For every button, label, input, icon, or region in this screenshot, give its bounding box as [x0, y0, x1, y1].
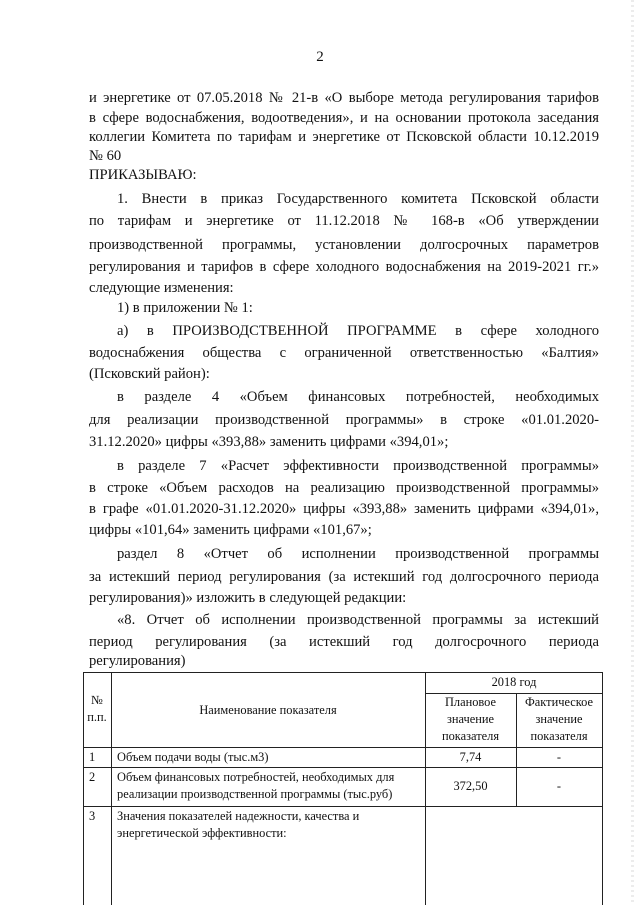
body-line-21: цифры «101,64» заменить цифрами «101,67»; [89, 522, 372, 538]
body-line-4: № 60 [89, 148, 122, 164]
row1-name: Объем подачи воды (тыс.м3) [117, 750, 269, 764]
body-line-22: раздел 8 «Отчет об исполнении производственной программы [117, 546, 599, 562]
row1-num: 1 [89, 750, 96, 764]
body-line-25: «8. Отчет об исполнении производственной программы за истекший [117, 612, 599, 628]
body-line-20: в графе «01.01.2020-31.12.2020» цифры «393,88» заменить цифрами «394,01», [89, 501, 599, 517]
row3-num: 3 [89, 809, 96, 823]
row2-name: Объем финансовых потребностей, необходимых для реализации производственной программы (тыс.руб) [117, 770, 395, 801]
header-fact: Фактическое значение показателя [525, 695, 593, 743]
row2-fact: - [556, 779, 562, 793]
body-line-13: водоснабжения общества с ограниченной ответственностью «Балтия» [89, 345, 599, 361]
header-name: Наименование показателя [199, 703, 337, 717]
body-line-5: ПРИКАЗЫВАЮ: [89, 167, 197, 183]
row2-plan: 372,50 [453, 779, 488, 793]
body-line-16: для реализации производственной программы» в строке «01.01.2020- [89, 412, 599, 428]
body-line-7: по тарифам и энергетике от 11.12.2018 № 168-в «Об утверждении [89, 213, 599, 229]
body-line-23: за истекший период регулирования (за истекший год долгосрочного периода [89, 569, 599, 585]
body-line-17: 31.12.2020» цифры «393,88» заменить цифрами «394,01»; [89, 434, 449, 450]
body-line-24: регулирования)» изложить в следующей редакции: [89, 590, 407, 606]
row3-name: Значения показателей надежности, качества и энергетической эффективности: [117, 809, 360, 840]
body-line-9: регулирования и тарифов в сфере холодного водоснабжения на 2019-2021 гг.» [89, 259, 599, 275]
body-line-6: 1. Внести в приказ Государственного комитета Псковской области [117, 191, 599, 207]
report-table [83, 672, 603, 905]
header-num: № п.п. [87, 693, 107, 724]
body-line-11: 1) в приложении № 1: [117, 300, 253, 316]
body-line-14: (Псковский район): [89, 366, 210, 382]
page-number: 2 [316, 49, 324, 65]
body-line-27: регулирования) [89, 653, 186, 669]
row2-num: 2 [89, 770, 96, 784]
body-line-2: в сфере водоснабжения, водоотведения», и на основании протокола заседания [89, 110, 599, 126]
header-year: 2018 год [491, 675, 537, 689]
header-plan: Плановое значение показателя [441, 695, 500, 743]
body-line-8: производственной программы, установлении долгосрочных параметров [89, 237, 599, 253]
body-line-12: а) в ПРОИЗВОДСТВЕННОЙ ПРОГРАММЕ в сфере холодного [117, 323, 599, 339]
scan-edge [631, 0, 634, 905]
body-line-3: коллегии Комитета по тарифам и энергетике от Псковской области 10.12.2019 [89, 129, 599, 145]
body-line-26: период регулирования (за истекший год долгосрочного периода [89, 634, 599, 650]
body-line-19: в строке «Объем расходов на реализацию производственной программы» [89, 480, 599, 496]
body-line-18: в разделе 7 «Расчет эффективности производственной программы» [117, 458, 599, 474]
body-line-15: в разделе 4 «Объем финансовых потребностей, необходимых [117, 389, 599, 405]
row1-plan: 7,74 [459, 750, 482, 764]
row1-fact: - [556, 750, 562, 764]
body-line-1: и энергетике от 07.05.2018 № 21-в «О выборе метода регулирования тарифов [89, 90, 599, 106]
body-line-10: следующие изменения: [89, 280, 234, 296]
